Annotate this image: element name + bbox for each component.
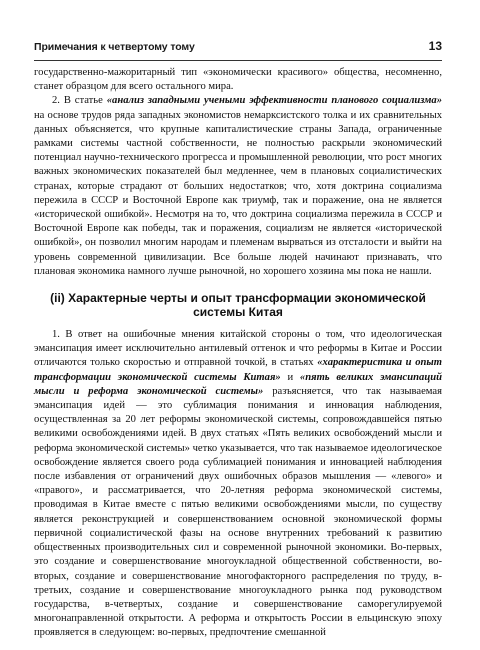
paragraph-2	[34, 94, 442, 279]
page-number: 13	[428, 39, 442, 53]
paragraph-2-lead: 2. В статье	[52, 95, 107, 107]
article-title-china-transformation: «характеристика и опыт трансформации экономической системы Китая»	[34, 357, 442, 383]
paragraph-3	[34, 328, 442, 640]
running-header	[34, 41, 442, 57]
running-header-title: Примечания к четвертому тому	[34, 41, 195, 53]
paragraph-1-text: государственно-мажоритарный тип «экономически красивого» общества, несомненно, станет образцом для всего остального мира.	[34, 67, 442, 93]
header-rule	[34, 60, 442, 61]
paragraph-continuation	[34, 66, 442, 94]
article-title-five-emancipations: «пять великих эмансипаций мысли и реформа экономической системы»	[34, 371, 442, 397]
section-heading: (ii) Характерные черты и опыт трансформации экономической системы Китая	[50, 291, 426, 320]
paragraph-3-lead: 1. В ответ на ошибочные мнения китайской стороны о том, что идеологическая эмансипация имеет исключительно антилевый оттенок и что реформы в Китае и России отличаются только скоростью и отправной точкой, в статьях	[34, 329, 442, 369]
document-body	[34, 66, 442, 641]
paragraph-3-conjunction: и	[280, 371, 300, 383]
paragraph-3-text: разъясняется, что так называемая эмансипация идей — это сублимация понимания и инновация наблюдения, осуществленная за 20 лет реформы экономической системы, сопровождавшейся пятью великими освобождениями идей. В двух статьях «Пять великих освобождений мысли и реформа экономической системы» четко указывается, что так называемое идеологическое освобождение является своего рода сублимацией понимания и инновацией наблюдения после избавления от ограничений двух ошибочных образов мышления — «левого» и «правого», и рассматривается, что 20-летняя реформа экономической системы, проводимая в Китае вместе с пятью великими освобождениями мысли, по существу является реконструкцией и совершенствованием основной экономической формы первичной социалистической фазы на основе внутренних требований к развитию общественных производительных сил и современной рыночной экономики. Во-первых, это создание и совершенствование многоукладной общественной собственности, во-вторых, создание и совершенствование многофакторного распределения по труду, в-третьих, создание и совершенствование многоукладного рынка под руководством государства, в-четвертых, создание и совершенствование саморегулируемой многонаправленной открытости. А реформа и открытость России в ельцинскую эпоху проявляется в следующем: во-первых, предпочтение смешанной	[34, 385, 442, 639]
paragraph-2-text: на основе трудов ряда западных экономистов немарксистского толка и их сравнительных данных объясняется, что крупные капиталистические страны Запада, ограниченные рамками системы частной собственности, не полностью раскрыли экономический потенциал научно-технического прогресса и промышленной революции, что рост многих важных экономических показателей был медленнее, чем в плановых социалистических странах, которые страдают от больших недостатков; что, хотя доктрина социализма пережила в СССР и Восточной Европе как триумф, так и поражение, она не является «исторической ошибкой». Несмотря на то, что доктрина социализма пережила в СССР и Восточной Европе как победы, так и поражения, социализм не является «исторической ошибкой», он позволил многим народам и племенам вырваться из отсталости и выйти на уровень современной цивилизации. Все больше людей начинают признавать, что плановая экономика намного лучше рыночной, но хорошего хозяина мы пока не нашли.	[34, 109, 442, 277]
article-title-planned-socialism: «анализ западными учеными эффективности планового социализма»	[106, 95, 442, 107]
